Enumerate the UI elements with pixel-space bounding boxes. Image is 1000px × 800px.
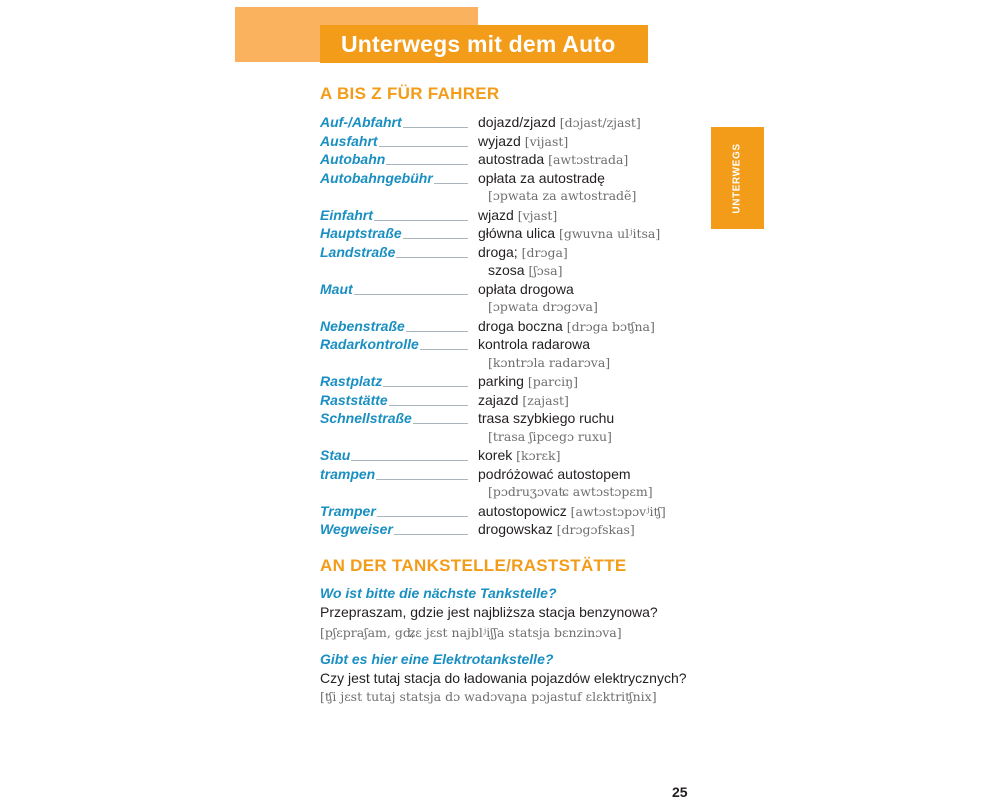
vocab-polish: zajazd [zajast] — [478, 391, 569, 408]
chapter-side-tab[interactable] — [711, 127, 764, 229]
vocab-entry — [320, 409, 700, 428]
vocab-german: Nebenstraße — [320, 317, 405, 334]
vocab-entry — [320, 280, 700, 299]
vocab-german: Wegweiser — [320, 521, 393, 537]
vocab-pronunciation: [zajast] — [522, 392, 569, 408]
vocab-german: Rastplatz — [320, 373, 383, 389]
vocab-polish: drogowskaz [drɔgɔfskas] — [478, 521, 635, 537]
vocab-pronunciation: [pɔdruʒɔvaʨ awtɔstɔpɛm] — [488, 484, 653, 499]
vocab-entry — [320, 224, 700, 243]
vocab-polish: droga boczna [drɔga bɔʧna] — [478, 317, 655, 334]
phrase-german: Wo ist bitte die nächste Tankstelle? — [320, 585, 557, 601]
vocab-german: trampen — [320, 465, 376, 482]
vocab-polish: opłata drogowa — [478, 280, 574, 297]
vocab-entry — [320, 372, 700, 391]
vocab-pronunciation: [ɔpwata drɔgɔva] — [488, 299, 598, 314]
vocab-pronunciation: [trasa ʃipcegɔ ruxu] — [488, 428, 612, 444]
vocabulary-list — [320, 113, 700, 539]
vocab-entry-continuation — [320, 354, 700, 373]
vocab-pronunciation: [drɔga] — [521, 244, 568, 260]
phrase-polish: Przepraszam, gdzie jest najbliższa stacja benzynowa? — [320, 604, 658, 620]
section-heading-gas-station: AN DER TANKSTELLE/RASTSTÄTTE — [320, 556, 627, 575]
vocab-pronunciation: [awtɔstɔpɔvʲiʧ] — [570, 503, 666, 519]
vocab-entry-continuation — [320, 428, 700, 447]
vocab-polish: główna ulica [gwuvna ulʲitsa] — [478, 225, 661, 241]
phrase-pronunciation: [ʧi jɛst tutaj statsja dɔ wadɔvaɲa pɔjastuf ɛlɛktriʧnix] — [320, 689, 657, 704]
vocab-german: Tramper — [320, 502, 376, 519]
vocab-pronunciation: [kɔrɛk] — [516, 448, 561, 463]
vocab-pronunciation: [kɔntrɔla radarɔva] — [488, 354, 611, 370]
vocab-entry — [320, 113, 700, 132]
vocab-german: Hauptstraße — [320, 225, 402, 241]
vocab-entry-continuation — [320, 483, 700, 502]
vocab-entry — [320, 243, 700, 262]
vocab-entry — [320, 465, 700, 484]
vocab-german: Maut — [320, 280, 353, 297]
phrase-polish: Czy jest tutaj stacja do ładowania pojazdów elektrycznych? — [320, 670, 687, 686]
vocab-polish: podróżować autostopem — [478, 465, 631, 482]
vocab-entry — [320, 206, 700, 225]
vocab-polish: korek [kɔrɛk] — [478, 447, 561, 463]
vocab-entry — [320, 446, 700, 465]
vocab-pronunciation: [vjast] — [517, 207, 558, 223]
phrase-german: Gibt es hier eine Elektrotankstelle? — [320, 651, 554, 667]
vocab-polish: dojazd/zjazd [dɔjast/zjast] — [478, 114, 641, 130]
vocab-german: Radarkontrolle — [320, 336, 419, 352]
vocab-polish: wjazd [vjast] — [478, 206, 558, 223]
vocab-entry — [320, 335, 700, 354]
vocab-pronunciation: [drɔgɔfskas] — [556, 522, 635, 537]
vocab-pronunciation: [ɔpwata za awtostradẽ] — [488, 188, 637, 203]
section-heading-drivers: A BIS Z FÜR FAHRER — [320, 84, 500, 103]
vocab-entry — [320, 502, 700, 521]
vocab-polish: autostopowicz [awtɔstɔpɔvʲiʧ] — [478, 502, 666, 519]
vocab-german: Einfahrt — [320, 206, 373, 223]
vocab-polish: trasa szybkiego ruchu — [478, 410, 615, 426]
vocab-entry-alternative — [320, 261, 700, 280]
chapter-side-tab-label: UNTERWEGS — [732, 142, 744, 214]
vocab-polish: wyjazd [vijast] — [478, 132, 569, 149]
title-banner — [320, 25, 648, 63]
vocab-german: Ausfahrt — [320, 132, 378, 149]
vocab-pronunciation: [vijast] — [524, 133, 569, 149]
vocab-entry — [320, 169, 700, 188]
vocab-german: Raststätte — [320, 391, 388, 408]
vocab-german: Schnellstraße — [320, 410, 412, 426]
vocab-pronunciation: [drɔga bɔʧna] — [566, 318, 655, 334]
vocab-entry — [320, 317, 700, 336]
vocab-pronunciation: [ʃɔsa] — [528, 263, 563, 278]
vocab-german: Stau — [320, 447, 351, 463]
vocab-pronunciation: [parciŋ] — [527, 374, 579, 389]
vocab-pronunciation: [gwuvna ulʲitsa] — [558, 226, 661, 241]
page-number: 25 — [672, 784, 688, 800]
phrase-pronunciation: [pʃɛpraʃam, gʥɛ jɛst najblʲiʃʃa statsja bɛnzinɔva] — [320, 625, 622, 640]
vocab-polish: autostrada [awtɔstrada] — [478, 151, 629, 167]
vocab-pronunciation: [awtɔstrada] — [548, 152, 629, 167]
vocab-entry — [320, 150, 700, 169]
vocab-entry — [320, 132, 700, 151]
vocab-entry-continuation — [320, 298, 700, 317]
vocab-polish: opłata za autostradę — [478, 169, 605, 186]
vocab-german: Autobahn — [320, 151, 386, 167]
vocab-polish: kontrola radarowa — [478, 336, 591, 352]
vocab-polish: szosa [ʃɔsa] — [488, 262, 563, 278]
vocab-polish: parking [parciŋ] — [478, 373, 579, 389]
vocab-german: Autobahngebühr — [320, 169, 433, 186]
vocab-entry — [320, 520, 700, 539]
vocab-german: Auf-/Abfahrt — [320, 114, 402, 130]
vocab-entry-continuation — [320, 187, 700, 206]
page-title: Unterwegs mit dem Auto — [341, 30, 616, 57]
vocab-polish: droga; [drɔga] — [478, 243, 568, 260]
vocab-german: Landstraße — [320, 243, 396, 260]
vocab-entry — [320, 391, 700, 410]
vocab-pronunciation: [dɔjast/zjast] — [559, 115, 641, 130]
